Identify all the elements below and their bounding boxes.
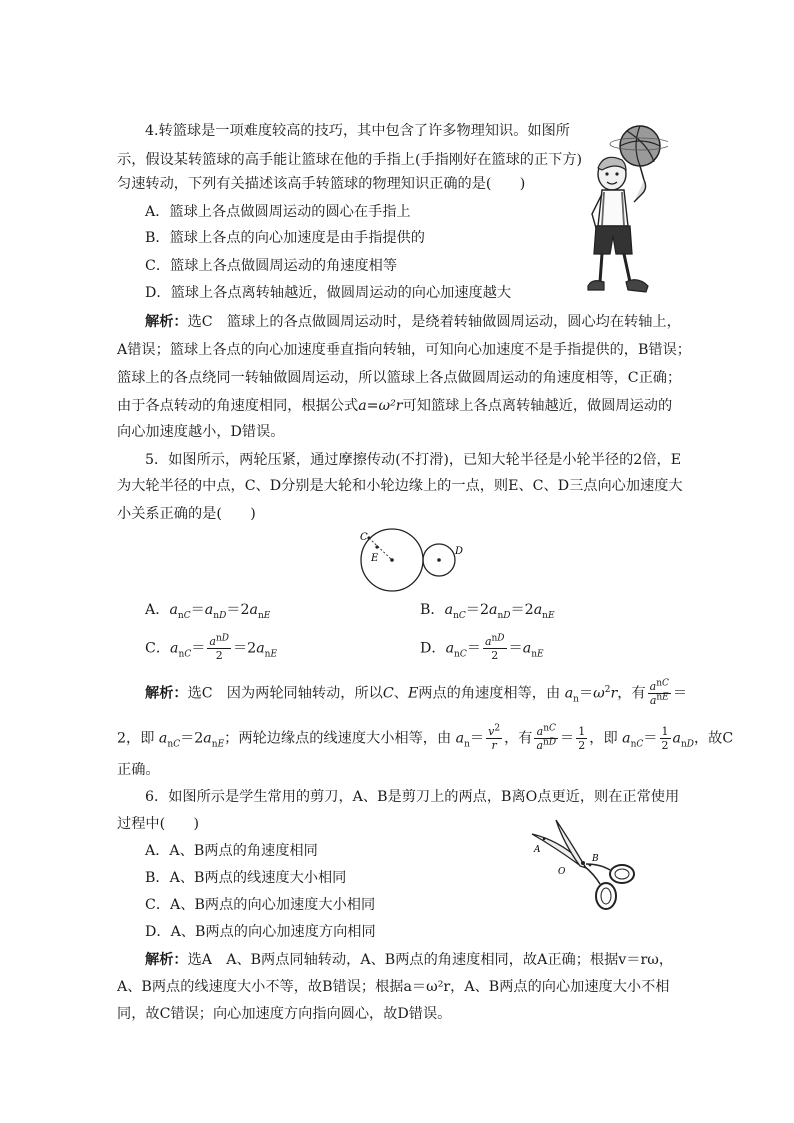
q6-stem-line-2: 过程中( ) bbox=[117, 816, 200, 832]
q4-analysis-line-5: 向心加速度越小，D错误。 bbox=[117, 424, 285, 440]
q6-analysis-line-1 bbox=[145, 950, 673, 970]
q4-option-b: B．篮球上各点的向心加速度是由手指提供的 bbox=[145, 230, 425, 246]
q4-analysis-line-3: 篮球上的各点绕同一转轴做圆周运动，所以篮球上各点做圆周运动的角速度相等，C正确； bbox=[117, 370, 682, 386]
q4-option-d: D．篮球上各点离转轴越近，做圆周运动的向心加速度越大 bbox=[145, 285, 512, 301]
q5-analysis-label: 解析： bbox=[145, 685, 188, 702]
q4-stem-line-2: 示，假设某转篮球的高手能让篮球在他的手指上(手指刚好在篮球的正下方) bbox=[117, 152, 583, 168]
q6-option-c: C．A、B两点的向心加速度大小相同 bbox=[145, 897, 376, 913]
q6-analysis-label: 解析： bbox=[145, 952, 188, 968]
q4-analysis-text-1: 选C 篮球上的各点做圆周运动时，是绕着转轴做圆周运动，圆心均在转轴上， bbox=[187, 314, 681, 330]
q5-analysis-line-3: 正确。 bbox=[117, 762, 160, 778]
q4-analysis-line-1 bbox=[145, 312, 681, 332]
q5-stem-line-3: 小关系正确的是( ) bbox=[117, 506, 256, 522]
q5-stem-line-1: 5．如图所示，两轮压紧，通过摩擦传动(不打滑)，已知大轮半径是小轮半径的2倍，E bbox=[145, 452, 682, 468]
q6-analysis-line-2: A、B两点的线速度大小不等，故B错误；根据a＝ω²r，A、B两点的向心加速度大小不相 bbox=[117, 979, 670, 995]
q4-stem-line-1: 4.转篮球是一项难度较高的技巧，其中包含了许多物理知识。如图所 bbox=[145, 123, 570, 139]
two-wheels-figure bbox=[354, 526, 474, 596]
q5-option-c: C．$a_{nC}=$ $\frac{a^{nD}}{2}$ $=2a_{nE}$ bbox=[145, 633, 278, 662]
q5-stem-line-2: 为大轮半径的中点，C、D分别是大轮和小轮边缘上的一点，则E、C、D三点向心加速度大 bbox=[117, 478, 683, 494]
basketball-spinner-illustration bbox=[582, 122, 668, 300]
q4-analysis-label: 解析： bbox=[145, 314, 188, 330]
q4-analysis-line-2: A错误；篮球上各点的向心加速度垂直指向转轴，可知向心加速度不是手指提供的，B错误； bbox=[117, 342, 691, 358]
q5-analysis-line-1: 解析：选C 因为两轮同轴转动，所以C、E两点的角速度相等，由 $a_n=\omega^2r$，有 $\frac{a^{nC}}{a^{nE}}$ ＝ bbox=[145, 678, 688, 707]
q4-option-c: C．篮球上各点做圆周运动的角速度相等 bbox=[145, 258, 398, 274]
q4-analysis-formula: a=ω²r bbox=[358, 398, 403, 414]
q6-option-d: D．A、B两点的向心加速度方向相同 bbox=[145, 924, 376, 940]
q4-stem-line-3: 匀速转动，下列有关描述该高手转篮球的物理知识正确的是( ) bbox=[117, 176, 526, 192]
q5-option-d: D．$a_{nC}=$ $\frac{a^{nD}}{2}$ $=a_{nE}$ bbox=[420, 633, 544, 662]
scissors-point-o-label: O bbox=[558, 867, 566, 877]
q6-analysis-text-1: 选A A、B两点同轴转动，A、B两点的角速度相同，故A正确；根据v＝rω， bbox=[187, 952, 674, 968]
wheel-point-e-label: E bbox=[371, 553, 379, 564]
q4-analysis-text-4b: 可知篮球上各点离转轴越近，做圆周运动的 bbox=[402, 398, 673, 414]
scissors-figure bbox=[528, 818, 638, 914]
q6-analysis-line-3: 同，故C错误；向心加速度方向指向圆心，故D错误。 bbox=[117, 1006, 452, 1022]
q4-analysis-line-4 bbox=[117, 396, 672, 416]
q4-option-a: A．篮球上各点做圆周运动的圆心在手指上 bbox=[145, 204, 411, 220]
scissors-point-b-label: B bbox=[592, 854, 599, 864]
wheel-point-d-label: D bbox=[455, 546, 464, 557]
scissors-point-a-label: A bbox=[534, 845, 541, 855]
q6-option-a: A．A、B两点的角速度相同 bbox=[145, 843, 318, 859]
wheel-point-c-label: C bbox=[360, 532, 368, 543]
q4-analysis-text-4a: 由于各点转动的角速度相同，根据公式 bbox=[117, 398, 359, 414]
q6-option-b: B．A、B两点的线速度大小相同 bbox=[145, 870, 347, 886]
q5-analysis-line-2: 2，即 $a_{nC}=2a_{nE}$；两轮边缘点的线速度大小相等，由 $a_n=$ $\frac{v^2}{r}$ ，有 $\frac{a^{nC}}{a^{nD}}$ ＝ $\frac{1}{2}$ ，即 $a_{nC}=$ $\frac{1}{2}$ $a_{nD}$，故C bbox=[117, 723, 734, 752]
q6-stem-line-1: 6．如图所示是学生常用的剪刀，A、B是剪刀上的两点，B离O点更近，则在正常使用 bbox=[145, 789, 680, 805]
q5-option-a: A．$a_{nC}=a_{nD}=2a_{nE}$ bbox=[145, 602, 271, 621]
q5-option-b: B．$a_{nC}=2a_{nD}=2a_{nE}$ bbox=[420, 602, 555, 621]
